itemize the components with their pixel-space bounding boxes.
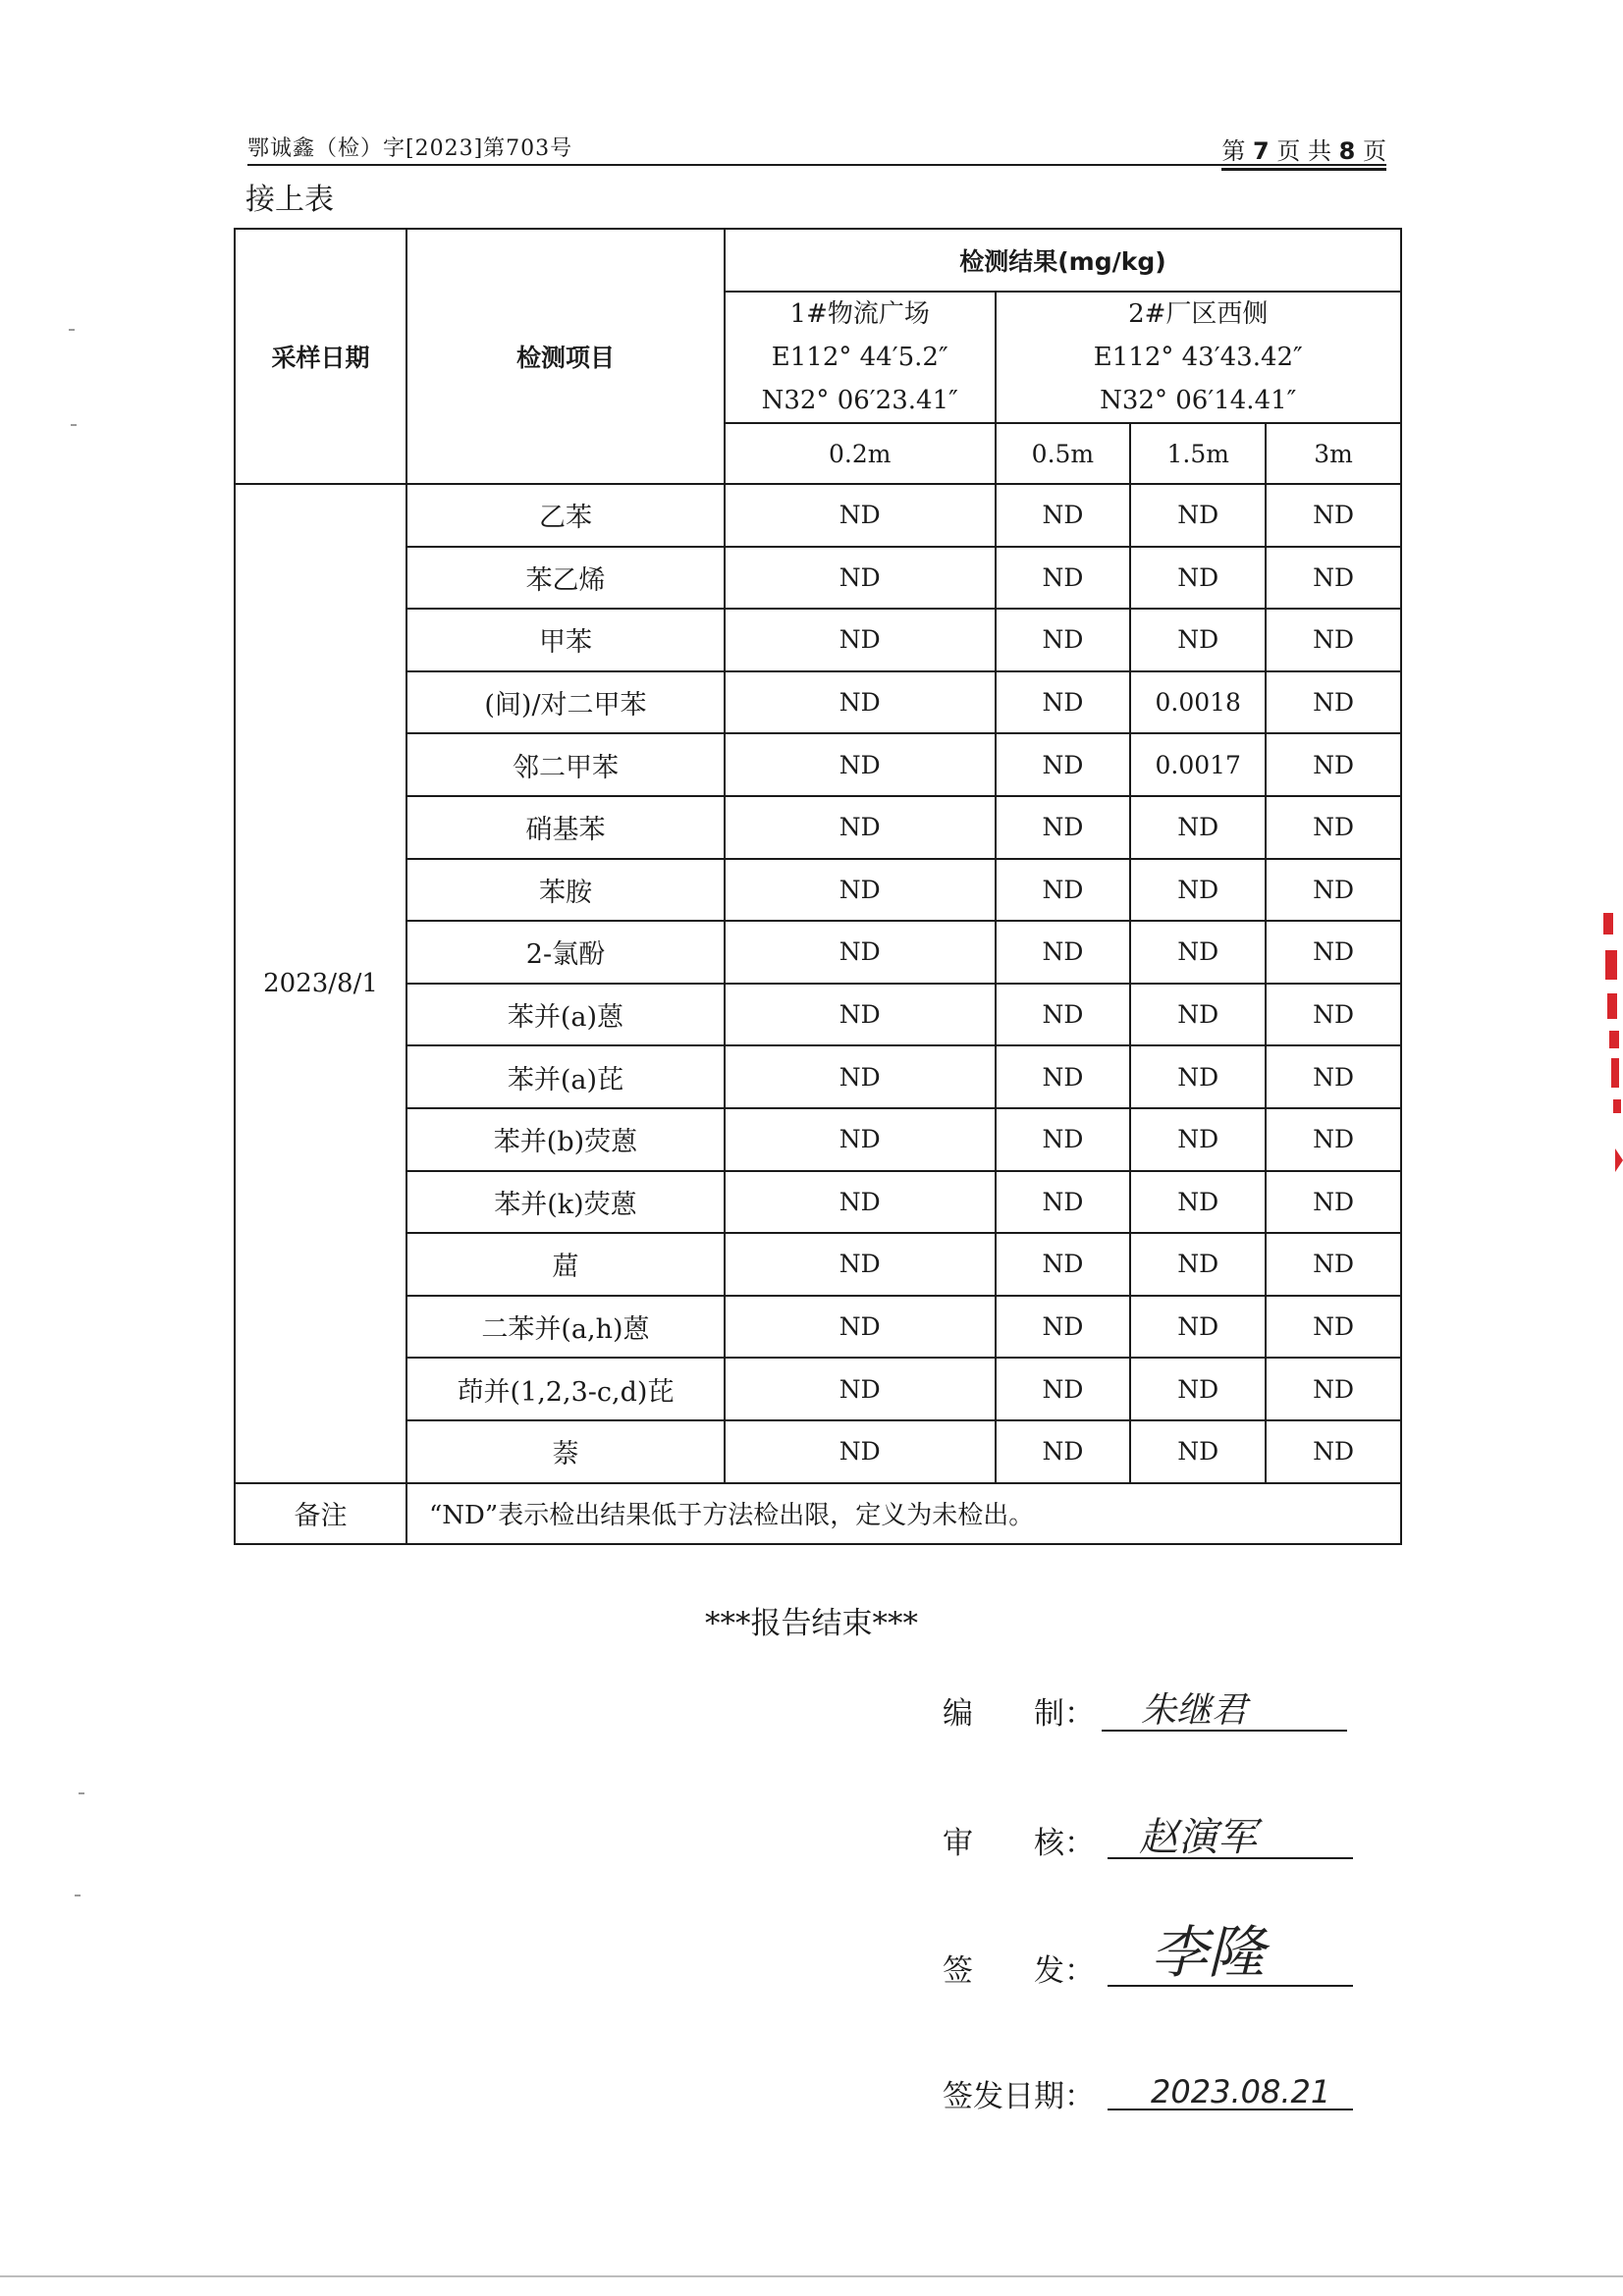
scan-speck — [75, 1895, 81, 1896]
col-sampling-date: 采样日期 — [235, 229, 406, 484]
reviewed-by-signature: 赵演军 — [1139, 1815, 1257, 1860]
prepared-by-label: 编 制： — [943, 1696, 1095, 1732]
value-cell: ND — [996, 1171, 1131, 1234]
issue-date-label: 签发日期： — [943, 2079, 1095, 2114]
continued-label: 接上表 — [245, 183, 334, 217]
value-cell: ND — [1130, 1420, 1266, 1483]
item-cell: 2-氯酚 — [406, 921, 725, 984]
table-row — [235, 671, 1401, 734]
value-cell: ND — [996, 859, 1131, 922]
depth-cell: 0.5m — [996, 423, 1131, 484]
table-row — [235, 1108, 1401, 1171]
value-cell: ND — [725, 796, 996, 859]
issued-by-signature: 李隆 — [1151, 1919, 1266, 1986]
value-cell: ND — [1266, 1296, 1401, 1359]
seal-stamp-edge — [1596, 903, 1623, 1198]
item-cell: 硝基苯 — [406, 796, 725, 859]
value-cell: ND — [725, 859, 996, 922]
item-cell: 苯并(a)蒽 — [406, 984, 725, 1046]
table-row — [235, 1171, 1401, 1234]
value-cell: ND — [725, 547, 996, 610]
value-cell: ND — [725, 984, 996, 1046]
remark-label: 备注 — [235, 1483, 406, 1544]
scan-speck — [71, 424, 77, 426]
value-cell: ND — [725, 1420, 996, 1483]
value-cell: ND — [1130, 484, 1266, 547]
item-cell: 苯乙烯 — [406, 547, 725, 610]
value-cell: ND — [996, 1296, 1131, 1359]
page-current: 7 — [1253, 137, 1270, 165]
table-row — [235, 733, 1401, 796]
value-cell: ND — [996, 1108, 1131, 1171]
value-cell: ND — [1266, 796, 1401, 859]
value-cell: ND — [1130, 984, 1266, 1046]
value-cell: ND — [996, 1358, 1131, 1420]
value-cell: ND — [1266, 1233, 1401, 1296]
issued-by-label: 签 发： — [943, 1953, 1095, 1989]
depth-cell: 3m — [1266, 423, 1401, 484]
item-cell: 茚并(1,2,3-c,d)芘 — [406, 1358, 725, 1420]
table-row — [235, 1045, 1401, 1108]
footer-rule — [0, 2275, 1623, 2277]
table-row — [235, 1296, 1401, 1359]
value-cell: ND — [1266, 484, 1401, 547]
page-total: 8 — [1338, 137, 1356, 165]
page-number: 第 7 页 共 8 页 — [1221, 132, 1386, 171]
prepared-by-signature: 朱继君 — [1141, 1690, 1248, 1731]
value-cell: ND — [996, 609, 1131, 671]
value-cell: ND — [1130, 1045, 1266, 1108]
site-1: 1#物流广场 E112° 44′5.2″ N32° 06′23.41″ — [725, 292, 996, 423]
scan-speck — [79, 1792, 84, 1794]
value-cell: ND — [1266, 921, 1401, 984]
value-cell: ND — [1266, 1420, 1401, 1483]
value-cell: ND — [1266, 609, 1401, 671]
value-cell: ND — [1130, 859, 1266, 922]
end-of-report: ***报告结束*** — [705, 1606, 918, 1641]
table-row — [235, 859, 1401, 922]
value-cell: ND — [725, 1108, 996, 1171]
scan-speck — [69, 329, 75, 331]
value-cell: ND — [996, 733, 1131, 796]
value-cell: ND — [996, 984, 1131, 1046]
value-cell: ND — [996, 547, 1131, 610]
value-cell: 0.0018 — [1130, 671, 1266, 734]
table-row — [235, 609, 1401, 671]
item-cell: 苯并(k)荧蒽 — [406, 1171, 725, 1234]
site-2: 2#厂区西侧 E112° 43′43.42″ N32° 06′14.41″ — [996, 292, 1401, 423]
value-cell: ND — [1130, 921, 1266, 984]
value-cell: ND — [996, 796, 1131, 859]
item-cell: 䓛 — [406, 1233, 725, 1296]
value-cell: ND — [1266, 1108, 1401, 1171]
item-cell: (间)/对二甲苯 — [406, 671, 725, 734]
value-cell: ND — [1266, 1045, 1401, 1108]
value-cell: ND — [1130, 796, 1266, 859]
item-cell: 苯并(a)芘 — [406, 1045, 725, 1108]
value-cell: ND — [1130, 1108, 1266, 1171]
depth-cell: 0.2m — [725, 423, 996, 484]
item-cell: 苯胺 — [406, 859, 725, 922]
value-cell: ND — [1130, 1296, 1266, 1359]
value-cell: ND — [1130, 609, 1266, 671]
value-cell: ND — [1266, 1171, 1401, 1234]
value-cell: ND — [725, 1296, 996, 1359]
remark-text: “ND”表示检出结果低于方法检出限，定义为未检出。 — [406, 1483, 1401, 1544]
value-cell: ND — [1266, 671, 1401, 734]
table-row — [235, 1420, 1401, 1483]
depth-cell: 1.5m — [1130, 423, 1266, 484]
table-row — [235, 484, 1401, 547]
value-cell: ND — [996, 1420, 1131, 1483]
table-row — [235, 984, 1401, 1046]
item-cell: 乙苯 — [406, 484, 725, 547]
col-item: 检测项目 — [406, 229, 725, 484]
value-cell: ND — [996, 1233, 1131, 1296]
value-cell: ND — [725, 733, 996, 796]
item-cell: 萘 — [406, 1420, 725, 1483]
value-cell: ND — [1266, 859, 1401, 922]
item-cell: 邻二甲苯 — [406, 733, 725, 796]
value-cell: ND — [1266, 733, 1401, 796]
table-row — [235, 547, 1401, 610]
value-cell: ND — [996, 671, 1131, 734]
value-cell: ND — [1266, 1358, 1401, 1420]
results-table — [234, 228, 1402, 1545]
col-results: 检测结果(mg/kg) — [725, 229, 1401, 292]
value-cell: ND — [1130, 1171, 1266, 1234]
reviewed-by-label: 审 核： — [943, 1826, 1095, 1861]
remark-row — [235, 1483, 1401, 1544]
page-header — [247, 128, 1386, 165]
item-cell: 甲苯 — [406, 609, 725, 671]
value-cell: ND — [725, 921, 996, 984]
value-cell: 0.0017 — [1130, 733, 1266, 796]
value-cell: ND — [1266, 547, 1401, 610]
value-cell: ND — [725, 1233, 996, 1296]
value-cell: ND — [725, 1045, 996, 1108]
document-number: 鄂诚鑫（检）字[2023]第703号 — [247, 136, 573, 161]
value-cell: ND — [725, 609, 996, 671]
value-cell: ND — [725, 1358, 996, 1420]
table-row — [235, 921, 1401, 984]
sampling-date: 2023/8/1 — [235, 484, 406, 1483]
table-row — [235, 1233, 1401, 1296]
item-cell: 苯并(b)荧蒽 — [406, 1108, 725, 1171]
header-rule — [247, 164, 1386, 166]
item-cell: 二苯并(a,h)蒽 — [406, 1296, 725, 1359]
value-cell: ND — [1130, 1233, 1266, 1296]
value-cell: ND — [725, 1171, 996, 1234]
value-cell: ND — [1266, 984, 1401, 1046]
table-row — [235, 1358, 1401, 1420]
issue-date: 2023.08.21 — [1151, 2073, 1331, 2110]
value-cell: ND — [725, 671, 996, 734]
value-cell: ND — [1130, 1358, 1266, 1420]
value-cell: ND — [725, 484, 996, 547]
value-cell: ND — [996, 921, 1131, 984]
value-cell: ND — [1130, 547, 1266, 610]
value-cell: ND — [996, 484, 1131, 547]
value-cell: ND — [996, 1045, 1131, 1108]
table-row — [235, 796, 1401, 859]
